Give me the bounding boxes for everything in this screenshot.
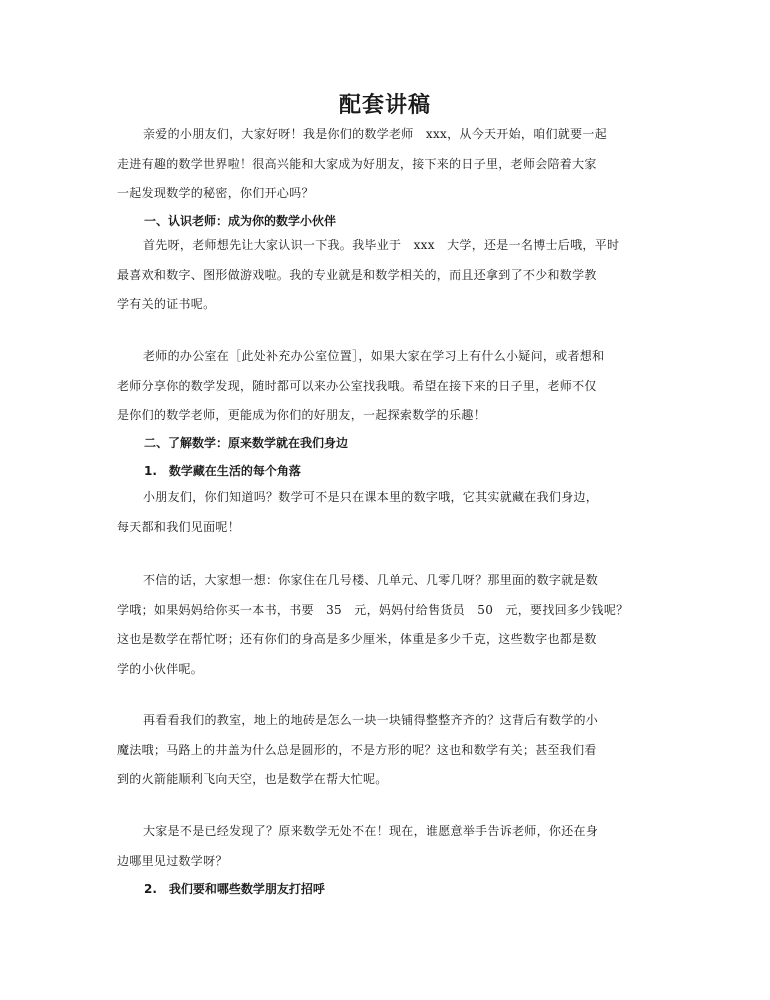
text-line: 亲爱的小朋友们，大家好呀！我是你们的数学老师 xxx，从今天开始，咱们就要一起 [143,127,608,141]
text-line: 最喜欢和数字、图形做游戏啦。我的专业就是和数学相关的，而且还拿到了不少和数学教 [117,267,597,282]
text-line: 是你们的数学老师，更能成为你们的好朋友，一起探索数学的乐趣！ [117,408,487,422]
text-line: 再看看我们的教室，地上的地砖是怎么一块一块铺得整整齐齐的？这背后有数学的小 [143,713,599,727]
text-line: 每天都和我们见面呢！ [117,519,241,534]
text-line: 学的小伙伴呢。 [117,661,204,676]
section1-paragraph-1 [117,231,657,320]
section2-paragraph-2 [117,566,657,684]
text-line: 学有关的证书呢。 [117,297,216,311]
text-line: 走进有趣的数学世界啦！很高兴能和大家成为好朋友，接下来的日子里，老师会陪着大家 [117,156,597,171]
section2-paragraph-4 [117,817,657,876]
section2-paragraph-1 [117,483,657,542]
text-line: 大家是不是已经发现了？原来数学无处不在！现在，谁愿意举手告诉老师，你还在身 [143,824,599,838]
text-line: 到的火箭能顺利飞向天空，也是数学在帮大忙呢。 [117,772,388,786]
text-line: 小朋友们，你们知道吗？数学可不是只在课本里的数字哦，它其实就藏在我们身边， [143,490,599,504]
section-heading-1: 一、认识老师：成为你的数学小伙伴 [144,214,337,228]
section-heading-2: 二、了解数学：原来数学就在我们身边 [144,436,349,450]
page-title: 配套讲稿 [338,93,431,118]
section1-paragraph-2 [117,342,657,431]
text-line: 一起发现数学的秘密，你们开心吗？ [117,186,314,200]
text-line: 这也是数学在帮忙呀；还有你们的身高是多少厘米，体重是多少千克，这些数字也都是数 [117,632,597,646]
text-line: 魔法哦；马路上的井盖为什么总是圆形的，不是方形的呢？这也和数学有关；甚至我们看 [117,742,597,757]
text-line: 老师分享你的数学发现，随时都可以来办公室找我哦。希望在接下来的日子里，老师不仅 [117,378,597,393]
text-line: 不信的话，大家想一想：你家住在几号楼、几单元、几零几呀？那里面的数字就是数 [143,573,599,587]
subsection-heading-1: 1. 数学藏在生活的每个角落 [144,464,301,478]
section2-paragraph-3 [117,706,657,795]
subsection-heading-2: 2. 我们要和哪些数学朋友打招呼 [144,882,325,896]
text-line: 老师的办公室在［此处补充办公室位置］，如果大家在学习上有什么小疑问，或者想和 [143,349,605,363]
text-line: 学哦；如果妈妈给你买一本书，书要 35 元，妈妈付给售货员 50 元，要找回多少钱呢？ [117,602,629,617]
text-line: 边哪里见过数学呀？ [117,853,228,868]
intro-paragraph [117,120,657,209]
text-line: 首先呀，老师想先让大家认识一下我。我毕业于 xxx 大学，还是一名博士后哦，平时 [143,238,620,252]
